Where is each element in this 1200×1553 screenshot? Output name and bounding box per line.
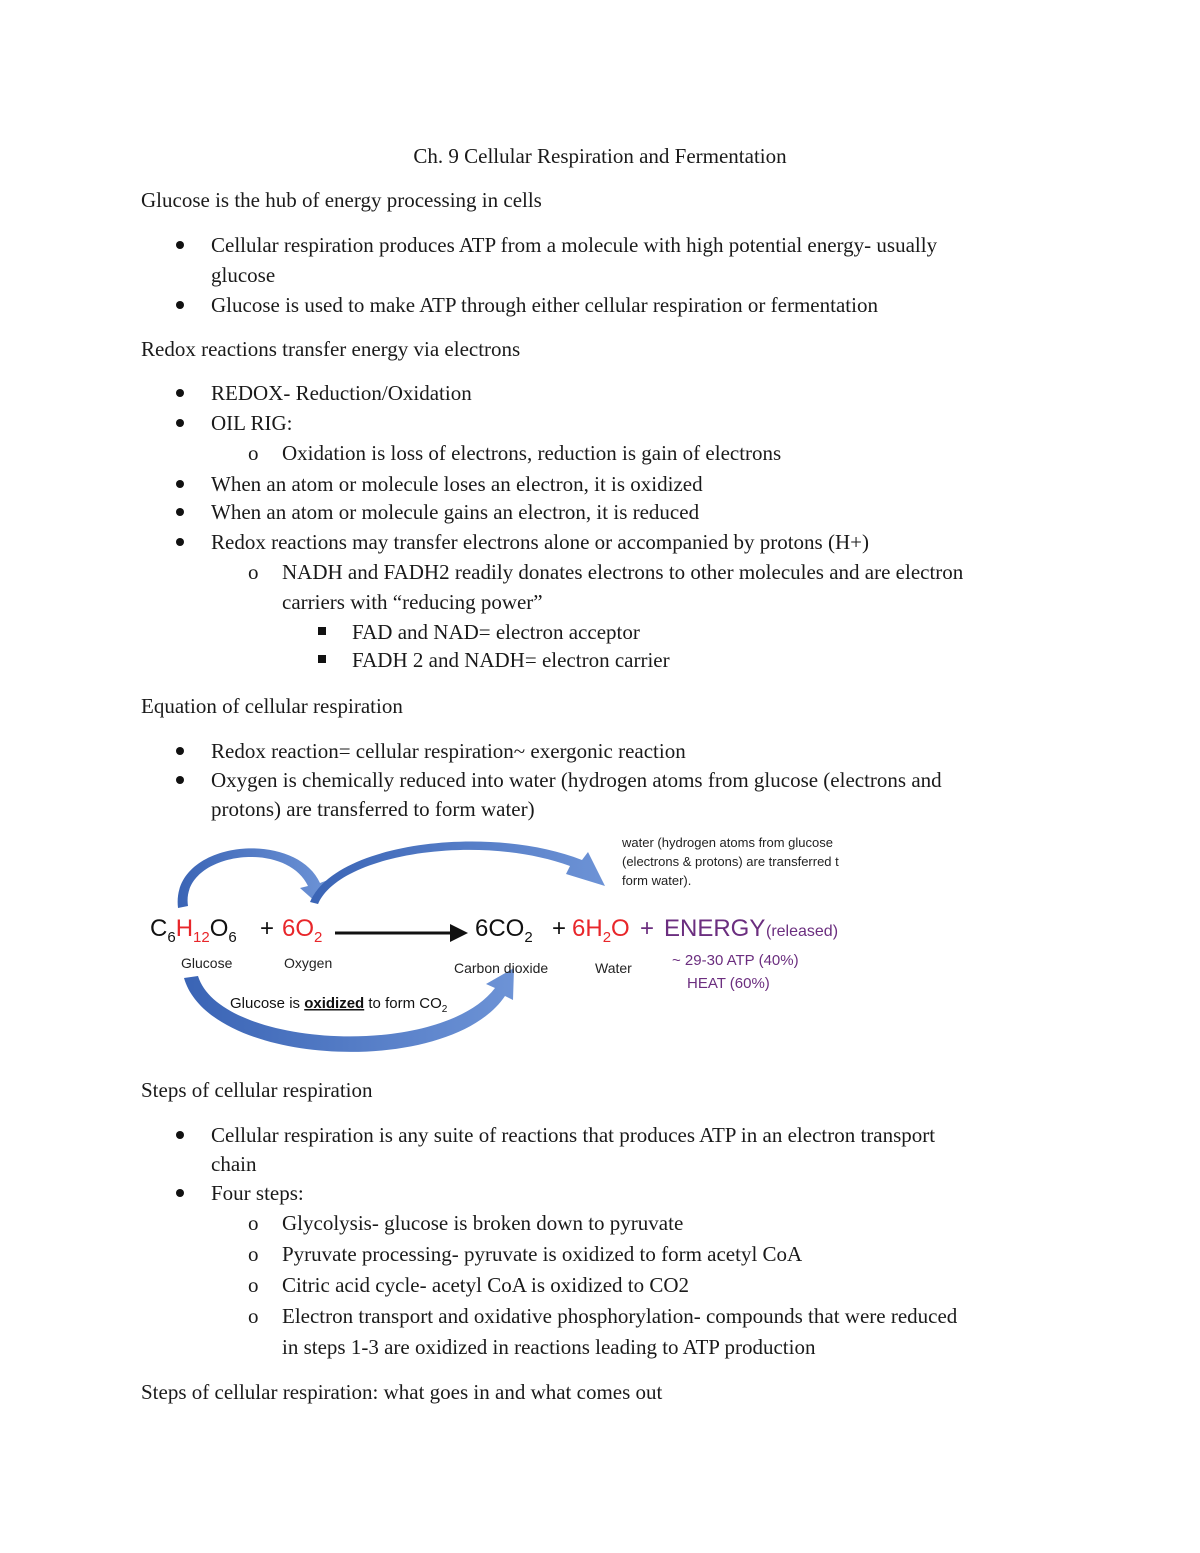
list-item-text: Cellular respiration produces ATP from a molecule with high potential energy- usually: [211, 233, 938, 257]
glucose-formula: $C_6H_{12}O_6$: [150, 915, 237, 946]
electron-transfer-arrow: [178, 848, 328, 908]
section-heading-redox: Redox reactions transfer energy via electrons: [141, 337, 521, 361]
section-heading-equation: Equation of cellular respiration: [141, 694, 403, 718]
plus-sign: +: [260, 915, 275, 942]
oxygen-formula: $6O_2$: [282, 915, 323, 946]
section-heading-steps: Steps of cellular respiration: [141, 1078, 373, 1102]
list-item-text: Oxygen is chemically reduced into water (hydrogen atoms from glucose (electrons and: [211, 768, 942, 792]
atp-yield: ~ 29-30 ATP (40%): [672, 952, 799, 969]
co2-formula: $6CO_2$: [475, 915, 533, 946]
list-item-text: When an atom or molecule loses an electron, it is oxidized: [211, 472, 703, 496]
bullet-dot: [176, 480, 184, 488]
bullet-dot: [176, 1189, 184, 1197]
list-item-text: protons) are transferred to form water): [211, 797, 535, 821]
list-item-text: REDOX- Reduction/Oxidation: [211, 381, 472, 405]
oxidation-caption: Glucose is oxidized to form $CO_2$: [230, 995, 448, 1015]
label-oxygen: Oxygen: [284, 955, 333, 971]
page-title: Ch. 9 Cellular Respiration and Fermentation: [413, 144, 787, 168]
bullet-square: [318, 627, 326, 635]
heat-yield: HEAT (60%): [687, 975, 770, 992]
label-glucose: Glucose: [181, 955, 233, 971]
list-item-text: chain: [211, 1152, 257, 1176]
bullet-dot: [176, 419, 184, 427]
section-heading-glucose-hub: Glucose is the hub of energy processing in cells: [141, 188, 542, 212]
list-item-text: Glycolysis- glucose is broken down to pyruvate: [282, 1211, 684, 1235]
list-item-text: Cellular respiration is any suite of reactions that produces ATP in an electron transport: [211, 1123, 936, 1147]
label-carbon-dioxide: Carbon dioxide: [454, 960, 549, 976]
list-item-text: Four steps:: [211, 1181, 304, 1205]
list-item-text: Oxidation is loss of electrons, reduction is gain of electrons: [282, 441, 782, 465]
reaction-arrow-head: [450, 924, 468, 942]
section-heading-inputs-outputs: Steps of cellular respiration: what goes in and what comes out: [141, 1380, 663, 1404]
list-item-text: NADH and FADH2 readily donates electrons to other molecules and are electron: [282, 560, 964, 584]
figure-note-line: form water).: [622, 873, 692, 888]
bullet-dot: [176, 538, 184, 546]
bullet-circle: o: [248, 1211, 259, 1235]
list-item-text: carriers with “reducing power”: [282, 590, 543, 614]
bullet-dot: [176, 1131, 184, 1139]
bullet-dot: [176, 389, 184, 397]
bullet-circle: o: [248, 1273, 259, 1297]
list-item-text: Redox reactions may transfer electrons alone or accompanied by protons (H+): [211, 530, 869, 554]
water-formula: $6H_2O$: [572, 915, 630, 946]
bullet-circle: o: [248, 1242, 259, 1266]
plus-sign: +: [640, 915, 655, 942]
figure-note-line: water (hydrogen atoms from glucose: [622, 835, 833, 850]
bullet-circle: o: [248, 1304, 259, 1328]
list-item-text: Redox reaction= cellular respiration~ exergonic reaction: [211, 739, 686, 763]
electron-transfer-arrow: [310, 842, 605, 904]
list-item-text: Electron transport and oxidative phosphorylation- compounds that were reduced: [282, 1304, 958, 1328]
list-item-text: Citric acid cycle- acetyl CoA is oxidized to CO2: [282, 1273, 690, 1297]
bullet-circle: o: [248, 441, 259, 465]
list-item-text: glucose: [211, 263, 276, 287]
list-item-text: Glucose is used to make ATP through either cellular respiration or fermentation: [211, 293, 878, 317]
bullet-dot: [176, 241, 184, 249]
bullet-dot: [176, 747, 184, 755]
energy-label: ENERGY: [664, 915, 766, 942]
bullet-dot: [176, 508, 184, 516]
bullet-dot: [176, 776, 184, 784]
released-label: (released): [766, 923, 839, 940]
list-item-text: in steps 1-3 are oxidized in reactions leading to ATP production: [282, 1335, 816, 1359]
list-item-text: FAD and NAD= electron acceptor: [352, 620, 640, 644]
respiration-equation-figure: [150, 828, 870, 1064]
list-item-text: OIL RIG:: [211, 411, 293, 435]
bullet-square: [318, 655, 326, 663]
plus-sign: +: [552, 915, 567, 942]
bullet-circle: o: [248, 560, 259, 584]
label-water: Water: [595, 960, 632, 976]
list-item-text: FADH 2 and NADH= electron carrier: [352, 648, 670, 672]
bullet-dot: [176, 301, 184, 309]
equation-diagram: [150, 828, 870, 1064]
list-item-text: When an atom or molecule gains an electron, it is reduced: [211, 500, 700, 524]
list-item-text: Pyruvate processing- pyruvate is oxidized to form acetyl CoA: [282, 1242, 803, 1266]
figure-note-line: (electrons & protons) are transferred t: [622, 854, 839, 869]
